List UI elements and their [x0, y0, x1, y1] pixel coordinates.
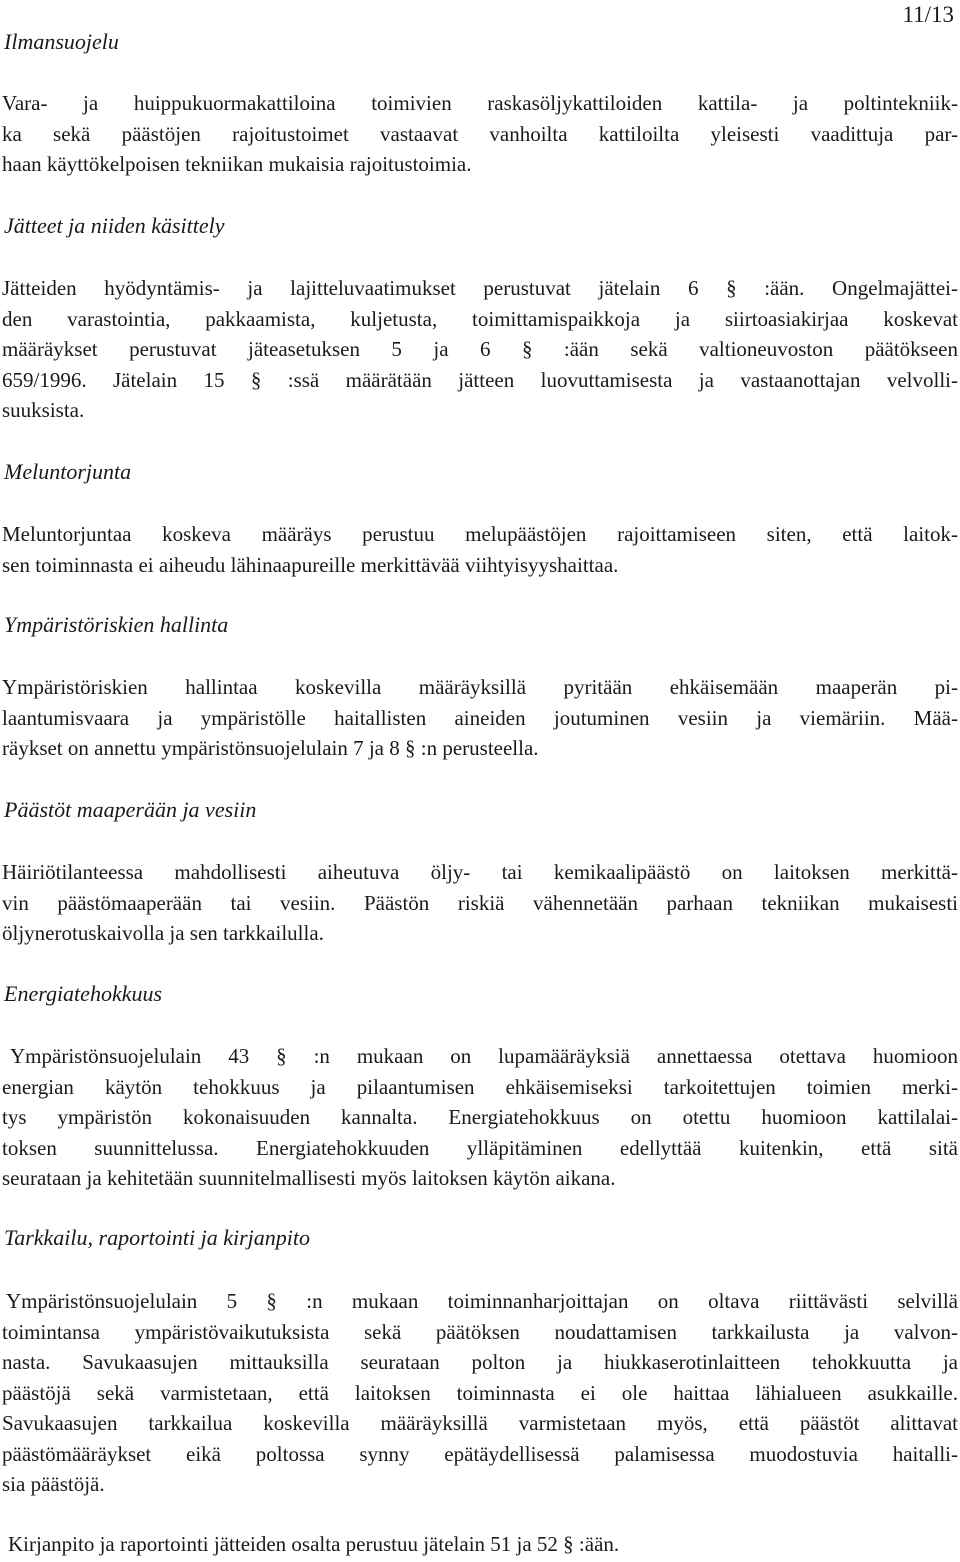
section-heading-ymparistoriskien-hallinta: Ympäristöriskien hallinta [4, 612, 229, 637]
section-heading-tarkkailu: Tarkkailu, raportointi ja kirjanpito [4, 1225, 310, 1250]
text-line: nasta. Savukaasujen mittauksilla seurataan polton ja hiukkaserotinlaitteen tehokkuutta ja [2, 1350, 958, 1374]
text-line: räykset on annettu ympäristönsuojelulain 7 ja 8 § :n perusteella. [2, 736, 539, 760]
text-line: Ympäristöriskien hallintaa koskevilla määräyksillä pyritään ehkäisemään maaperän pi- [2, 675, 958, 699]
text-line: tys ympäristön kokonaisuuden kannalta. Energiatehokkuus on otettu huomioon kattilalai- [2, 1105, 958, 1129]
text-line: Ympäristönsuojelulain 43 § :n mukaan on lupamääräyksiä annettaessa otettava huomioon [10, 1044, 958, 1068]
text-line: sia päästöjä. [2, 1472, 105, 1496]
text-line: sen toiminnasta ei aiheudu lähinaapureille merkittävää viihtyisyyshaittaa. [2, 552, 619, 577]
section-paragraph-energiatehokkuus [2, 1041, 958, 1194]
text-line: haan käyttökelpoisen tekniikan mukaisia rajoitustoimia. [2, 152, 472, 176]
text-line: Häiriötilanteessa mahdollisesti aiheutuva öljy- tai kemikaalipäästö on laitoksen merkittä- [2, 860, 958, 884]
section-heading-meluntorjunta: Meluntorjunta [4, 459, 132, 484]
text-line: suuksista. [2, 398, 85, 422]
section-paragraph-jatteet [2, 273, 958, 426]
text-line: Meluntorjuntaa koskeva määräys perustuu melupäästöjen rajoittamiseen siten, että laitok- [2, 522, 958, 546]
section-heading-paastot-maaperaan: Päästöt maaperään ja vesiin [4, 797, 257, 822]
section-paragraph-ilmansuojelu [2, 88, 958, 180]
section-paragraph-kirjanpito [2, 1529, 958, 1560]
text-line: laantumisvaara ja ympäristölle haitallisten aineiden joutuminen vesiin ja viemäriin. Mää- [2, 705, 958, 730]
text-line: päästöjä sekä varmistetaan, että laitoksen toiminnasta ei ole haittaa lähialueen asukkaille. [2, 1380, 958, 1405]
page-number: 11/13 [902, 2, 954, 27]
text-line: Kirjanpito ja raportointi jätteiden osalta perustuu jätelain 51 ja 52 § :ään. [8, 1532, 620, 1556]
text-line: energian käytön tehokkuus ja pilaantumisen ehkäisemiseksi tarkoitettujen toimien merki- [2, 1074, 958, 1099]
text-line: 659/1996. Jätelain 15 § :ssä määrätään jätteen luovuttamisesta ja vastaanottajan velvolli- [2, 367, 958, 392]
text-line: Jätteiden hyödyntämis- ja lajitteluvaatimukset perustuvat jätelain 6 § :ään. Ongelmajättei- [2, 276, 958, 300]
text-line: den varastointia, pakkaamista, kuljetusta, toimittamispaikkoja ja siirtoasiakirjaa koskevat [2, 306, 958, 331]
section-paragraph-meluntorjunta [2, 519, 958, 580]
section-paragraph-tarkkailu [2, 1286, 958, 1500]
text-line: öljynerotuskaivolla ja sen tarkkailulla. [2, 921, 324, 945]
section-heading-energiatehokkuus: Energiatehokkuus [4, 981, 163, 1006]
text-line: toimintansa ympäristövaikutuksista sekä päätöksen noudattamisen tarkkailusta ja valvon- [2, 1319, 958, 1344]
text-line: seurataan ja kehitetään suunnitelmallisesti myös laitoksen käytön aikana. [2, 1166, 616, 1190]
section-paragraph-paastot-maaperaan [2, 857, 958, 949]
text-line: päästömääräykset eikä poltossa synny epätäydellisessä palamisessa muodostuvia haitalli- [2, 1441, 958, 1466]
text-line: toksen suunnittelussa. Energiatehokkuuden ylläpitäminen edellyttää kuitenkin, että sitä [2, 1135, 958, 1160]
section-heading-ilmansuojelu: Ilmansuojelu [4, 29, 119, 54]
text-line: Vara- ja huippukuormakattiloina toimivien raskasöljykattiloiden kattila- ja poltintekniik- [2, 91, 958, 115]
text-line: määräykset perustuvat jäteasetuksen 5 ja 6 § :ään sekä valtioneuvoston päätökseen [2, 337, 958, 361]
text-line: ka sekä päästöjen rajoitustoimet vastaavat vanhoilta kattiloilta yleisesti vaadittuja par- [2, 121, 958, 146]
text-line: Savukaasujen tarkkailua koskevilla määräyksillä varmistetaan myös, että päästöt alittavat [2, 1411, 958, 1435]
section-heading-jatteet: Jätteet ja niiden käsittely [4, 213, 225, 238]
section-paragraph-ymparistoriskien-hallinta [2, 672, 958, 764]
text-line: vin päästömaaperään tai vesiin. Päästön riskiä vähennetään parhaan tekniikan mukaisesti [2, 890, 958, 915]
text-line: Ympäristönsuojelulain 5 § :n mukaan toiminnanharjoittajan on oltava riittävästi selvillä [6, 1289, 958, 1313]
